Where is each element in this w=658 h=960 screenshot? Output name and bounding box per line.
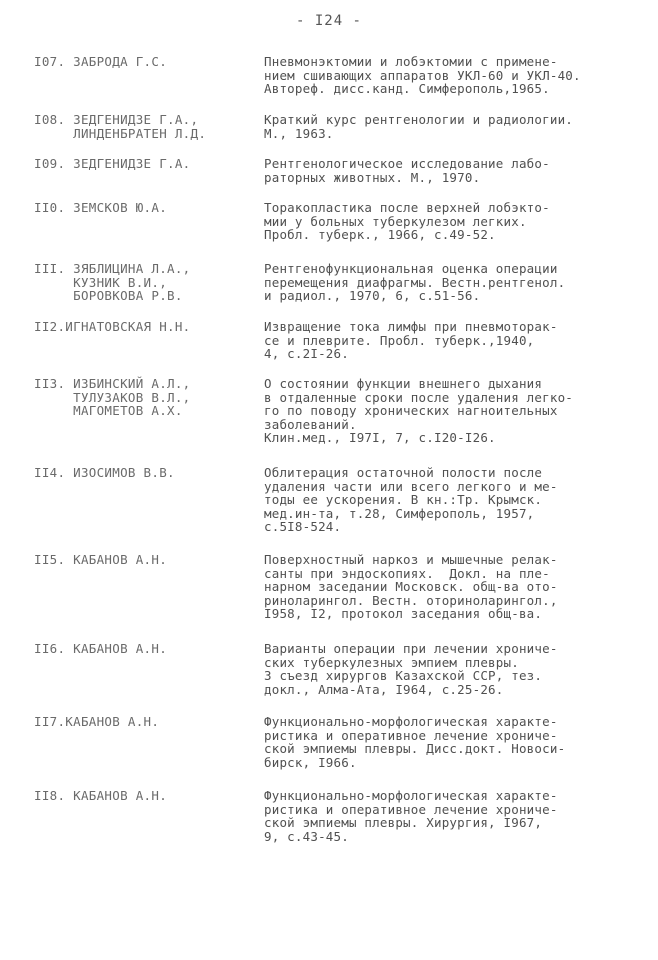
entry-title: Рентгенологическое исследование лабо- раторных животных. М., 1970. [264,156,550,185]
entry-title: Рентгенофункциональная оценка операции перемещения диафрагмы. Вестн.рентгенол. и радиол., 1970, 6, с.51-56. [264,261,566,303]
entry-author: I07. ЗАБРОДА Г.С. [34,54,168,69]
page-number: - I24 - [295,13,362,29]
entry-title: Пневмонэктомии и лобэктомии с примене- нием сшивающих аппаратов УКЛ-60 и УКЛ-40. Автореф. дисс.канд. Симферополь,1965. [264,54,581,96]
entry-author: II2.ИГНАТОВСКАЯ Н.Н. [34,319,191,334]
entry-title: Извращение тока лимфы при пневмоторак- се и плеврите. Пробл. туберк.,1940, 4, с.2I-26. [264,319,558,361]
entry-title: Краткий курс рентгенологии и радиологии. М., 1963. [264,112,574,141]
entry-title: Функционально-морфологическая характе- ристика и оперативное лечение хрониче- ской эмпиемы плевры. Хирургия, I967, 9, с.43-45. [264,788,558,844]
entry-title: Варианты операции при лечении хрониче- ских туберкулезных эмпием плевры. 3 съезд хирургов Казахской ССР, тез. докл., Алма-Ата, I964, с.25-26. [264,641,558,697]
entry-author: II3. ИЗБИНСКИЙ А.Л., ТУЛУЗАКОВ В.Л., МАГОМЕТОВ А.Х. [34,376,191,418]
entry-author: II8. КАБАНОВ А.Н. [34,788,168,803]
entry-author: I09. ЗЕДГЕНИДЗЕ Г.А. [34,156,191,171]
entry-author: III. ЗЯБЛИЦИНА Л.А., КУЗНИК В.И., БОРОВКОВА Р.В. [34,261,191,303]
entry-title: О состоянии функции внешнего дыхания в отдаленные сроки после удаления легко- го по поводу хронических нагноительных заболеваний. Клин.мед., I97I, 7, с.I20-I26. [264,376,574,445]
entry-author: II0. ЗЕМСКОВ Ю.А. [34,200,168,215]
entry-author: II7.КАБАНОВ А.Н. [34,714,160,729]
entry-author: II5. КАБАНОВ А.Н. [34,552,168,567]
entry-author: II6. КАБАНОВ А.Н. [34,641,168,656]
entry-title: Поверхностный наркоз и мышечные релак- санты при эндоскопиях. Докл. на пле- нарном заседании Московск. общ-ва ото- риноларингол. Вестн. оториноларингол., I958, I2, протокол заседания общ-ва. [264,552,558,621]
entry-author: II4. ИЗОСИМОВ В.В. [34,465,175,480]
entry-author: I08. ЗЕДГЕНИДЗЕ Г.А., ЛИНДЕНБРАТЕН Л.Д. [34,112,207,141]
entry-title: Функционально-морфологическая характе- ристика и оперативное лечение хрониче- ской эмпиемы плевры. Дисс.докт. Новоси- бирск, I966. [264,714,566,770]
entry-title: Облитерация остаточной полости после удаления части или всего легкого и ме- тоды ее ускорения. В кн.:Тр. Крымск. мед.ин-та, т.28, Симферополь, 1957, с.5I8-524. [264,465,558,534]
entry-title: Торакопластика после верхней лобэкто- мии у больных туберкулезом легких. Пробл. туберк., 1966, с.49-52. [264,200,550,242]
